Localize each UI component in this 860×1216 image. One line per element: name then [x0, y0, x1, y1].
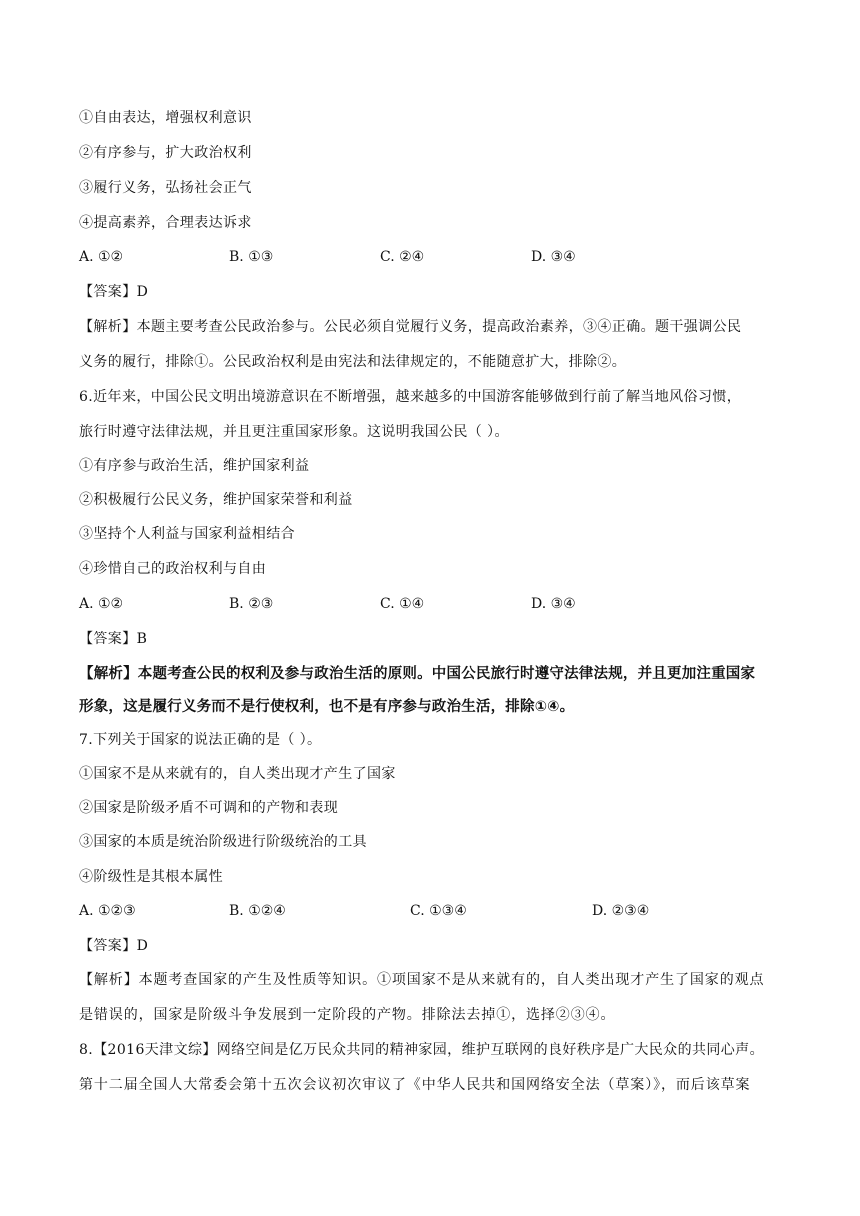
q5-analysis-line-1: 【解析】本题主要考查公民政治参与。公民必须自觉履行义务，提高政治素养，③④正确。题干强调公民 [79, 319, 742, 335]
q5-option-c: C. ②④ [380, 249, 425, 265]
q6-item-4: ④珍惜自己的政治权利与自由 [79, 561, 267, 577]
q5-answer: 【答案】D [79, 284, 149, 300]
q7-item-2: ②国家是阶级矛盾不可调和的产物和表现 [79, 800, 339, 816]
q5-item-1: ①自由表达，增强权利意识 [79, 110, 252, 126]
q6-option-c: C. ①④ [380, 596, 425, 612]
q5-option-d: D. ③④ [531, 249, 576, 265]
q7-item-4: ④阶级性是其根本属性 [79, 869, 223, 885]
q6-option-a: A. ①② [79, 596, 124, 612]
q6-item-1: ①有序参与政治生活，维护国家利益 [79, 458, 310, 474]
q8-stem-line-1: 8.【2016天津文综】网络空间是亿万民众共同的精神家园，维护互联网的良好秩序是广大民众的共同心声。 [79, 1042, 764, 1058]
q7-item-1: ①国家不是从来就有的，自人类出现才产生了国家 [79, 766, 396, 782]
q7-analysis-line-1: 【解析】本题考查国家的产生及性质等知识。①项国家不是从来就有的，自人类出现才产生了国家的观点 [79, 972, 765, 988]
q5-item-4: ④提高素养，合理表达诉求 [79, 215, 252, 231]
q7-option-b: B. ①②④ [229, 903, 286, 919]
q5-option-a: A. ①② [79, 249, 124, 265]
q6-answer: 【答案】B [79, 631, 148, 647]
q6-analysis-line-1: 【解析】本题考查公民的权利及参与政治生活的原则。中国公民旅行时遵守法律法规，并且更加注重国家 [79, 666, 756, 682]
q7-option-a: A. ①②③ [79, 903, 136, 919]
q8-stem-line-2: 第十二届全国人大常委会第十五次会议初次审议了《中华人民共和国网络安全法（草案）》，而后该草案 [79, 1077, 751, 1093]
q6-option-b: B. ②③ [229, 596, 274, 612]
q7-item-3: ③国家的本质是统治阶级进行阶级统治的工具 [79, 834, 367, 850]
q7-answer: 【答案】D [79, 938, 149, 954]
q6-stem-line-1: 6.近年来，中国公民文明出境游意识在不断增强，越来越多的中国游客能够做到行前了解当地风俗习惯， [79, 389, 742, 405]
q5-item-2: ②有序参与，扩大政治权利 [79, 145, 252, 161]
q7-analysis-line-2: 是错误的，国家是阶级斗争发展到一定阶段的产物。排除法去掉①，选择②③④。 [79, 1007, 616, 1023]
q7-stem: 7.下列关于国家的说法正确的是（ ）。 [79, 732, 322, 748]
q6-stem-line-2: 旅行时遵守法律法规，并且更注重国家形象。这说明我国公民（ ）。 [79, 424, 509, 440]
q5-analysis-line-2: 义务的履行，排除①。公民政治权利是由宪法和法律规定的，不能随意扩大，排除②。 [79, 354, 627, 370]
q6-analysis-line-2: 形象，这是履行义务而不是行使权利，也不是有序参与政治生活，排除①④。 [79, 699, 575, 715]
q7-option-d: D. ②③④ [592, 903, 650, 919]
q5-option-b: B. ①③ [229, 249, 274, 265]
q6-item-2: ②积极履行公民义务，维护国家荣誉和利益 [79, 492, 353, 508]
q6-item-3: ③坚持个人利益与国家利益相结合 [79, 526, 295, 542]
q7-option-c: C. ①③④ [410, 903, 467, 919]
q6-option-d: D. ③④ [531, 596, 576, 612]
q5-item-3: ③履行义务，弘扬社会正气 [79, 180, 252, 196]
